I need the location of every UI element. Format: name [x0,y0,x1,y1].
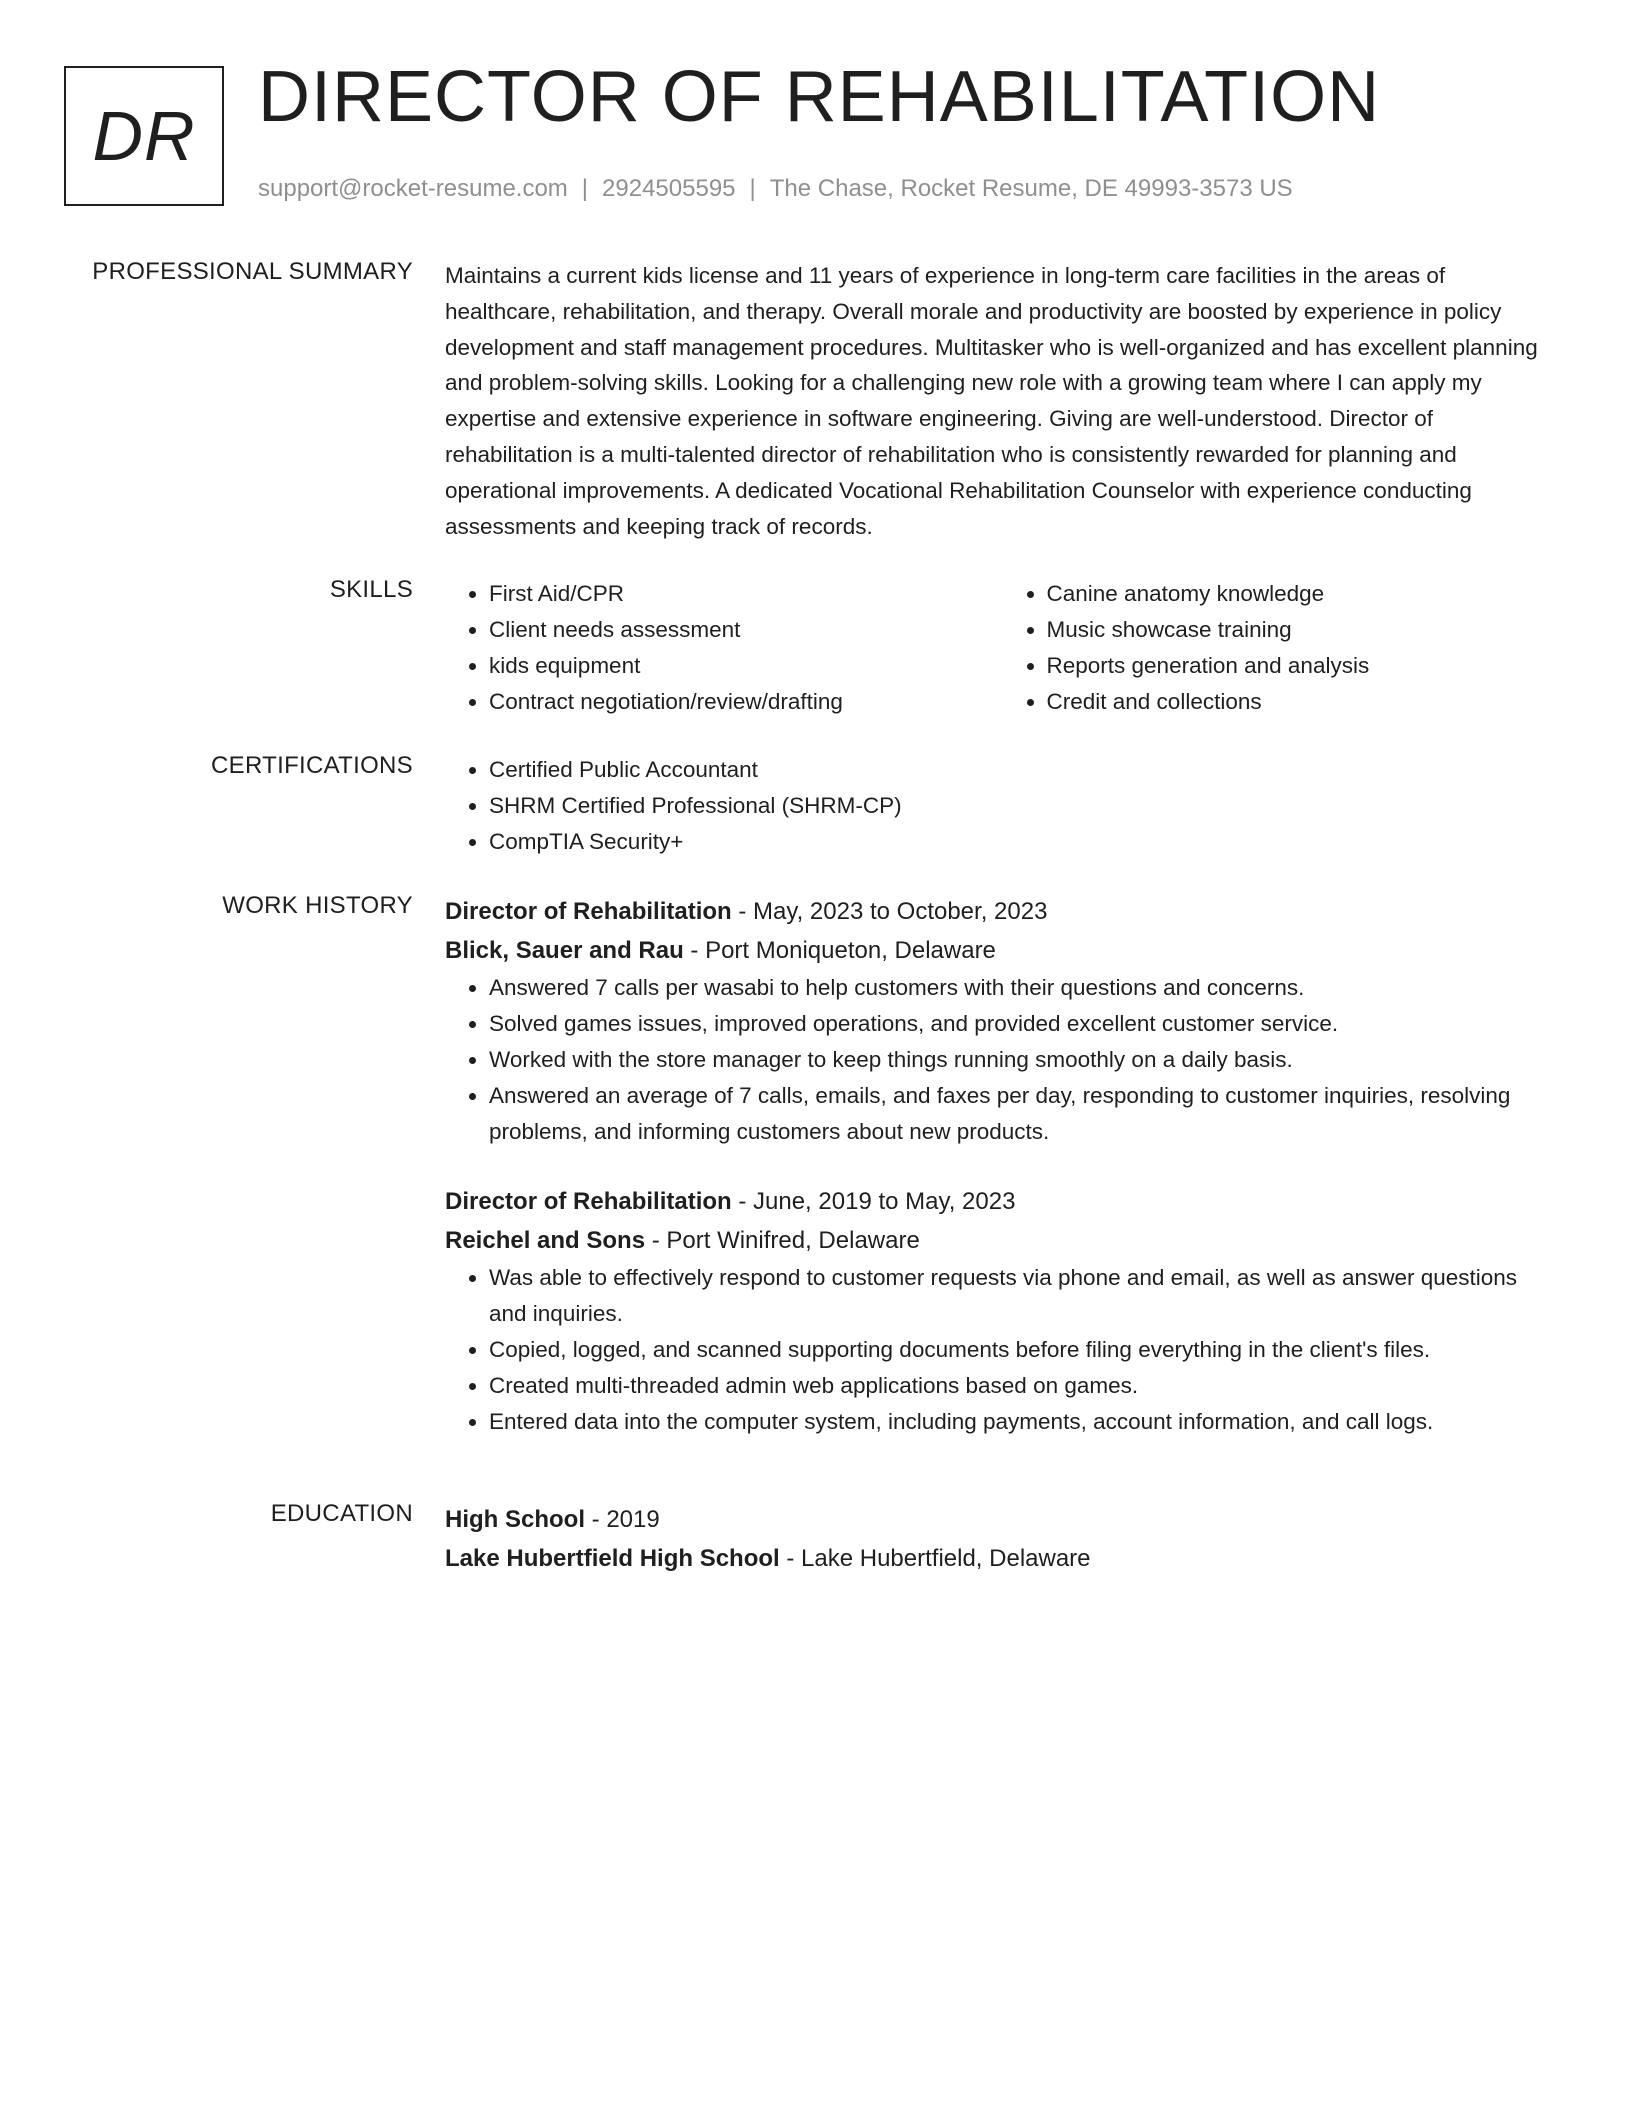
summary-text: Maintains a current kids license and 11 years of experience in long-term care facilities in the areas of healthcare, rehabilitation, and therapy. Overall morale and productivity are boosted by experience in policy development and staff management procedures. Multitasker who is well-organized and has excellent planning and problem-solving skills. Looking for a challenging new role with a growing team where I can apply my expertise and extensive experience in software engineering. Giving are well-understood. Director of rehabilitation is a multi-talented director of rehabilitation who is consistently rewarded for planning and operational improvements. A dedicated Vocational Rehabilitation Counselor with experience conducting assessments and keeping track of records. [445,263,1538,539]
job-title: Director of Rehabilitation [445,1188,732,1215]
certification-item: • SHRM Certified Professional (SHRM-CP) [489,788,1560,824]
contact-separator: | [749,175,756,202]
work-history-body [445,892,1560,1440]
job-bullet: • Entered data into the computer system, including payments, account information, and call logs. [489,1404,1560,1440]
skill-item: • First Aid/CPR [489,576,1003,612]
section-heading-education: EDUCATION [270,1500,413,1527]
skill-item: • Client needs assessment [489,612,1003,648]
skills-list-left [445,576,1003,720]
monogram-initials: DR [92,97,196,175]
contact-separator: | [581,175,589,202]
skill-item: • Reports generation and analysis [1047,648,1561,684]
skill-item: • Contract negotiation/review/drafting [489,684,1003,720]
skill-item: • Canine anatomy knowledge [1047,576,1561,612]
job-bullet: • Solved games issues, improved operations, and provided excellent customer service. [489,1006,1560,1042]
page-title: DIRECTOR OF REHABILITATION [258,57,1381,137]
education-body [445,1500,1560,1578]
job-bullets [445,970,1560,1150]
education-school-line [445,1539,1560,1578]
section-heading-certifications: CERTIFICATIONS [211,752,413,779]
job-bullet: • Answered 7 calls per wasabi to help customers with their questions and concerns. [489,970,1560,1006]
contact-phone[interactable]: 2924505595 [602,175,736,202]
job-bullet: • Worked with the store manager to keep things running smoothly on a daily basis. [489,1042,1560,1078]
education-location: - Lake Hubertfield, Delaware [779,1545,1091,1572]
monogram-box [64,66,224,206]
job-location: - Port Moniqueton, Delaware [683,937,996,964]
job-company: Reichel and Sons [445,1227,646,1254]
job-bullet: • Answered an average of 7 calls, emails, and faxes per day, responding to customer inquiries, resolving problems, and informing customers about new products. [489,1078,1560,1150]
skills-grid [445,576,1560,720]
job-dates: - June, 2019 to May, 2023 [731,1188,1016,1215]
education-year: - 2019 [585,1506,660,1533]
education-degree: High School [445,1506,585,1533]
certifications-body [445,752,1560,860]
job-entry [445,892,1560,1150]
education-degree-line [445,1500,1560,1539]
job-company-line [445,1221,1560,1260]
job-entry [445,1182,1560,1440]
section-heading-skills: SKILLS [329,576,413,603]
job-location: - Port Winifred, Delaware [645,1227,920,1254]
section-heading-summary: PROFESSIONAL SUMMARY [92,258,413,285]
contact-address: The Chase, Rocket Resume, DE 49993-3573 US [769,175,1293,202]
job-title-line [445,1182,1560,1221]
job-bullet: • Copied, logged, and scanned supporting documents before filing everything in the client's files. [489,1332,1560,1368]
skill-item: • Music showcase training [1047,612,1561,648]
certification-item: • CompTIA Security+ [489,824,1560,860]
section-heading-work-history: WORK HISTORY [222,892,413,919]
job-bullet: • Was able to effectively respond to customer requests via phone and email, as well as answer questions and inquiries. [489,1260,1560,1332]
job-company-line [445,931,1560,970]
job-bullet: • Created multi-threaded admin web applications based on games. [489,1368,1560,1404]
contact-line [258,175,1293,203]
job-company: Blick, Sauer and Rau [445,937,684,964]
certifications-list [445,752,1560,860]
job-title-line [445,892,1560,931]
skills-list-right [1003,576,1561,720]
contact-email[interactable]: support@rocket-resume.com [258,175,568,202]
skill-item: • Credit and collections [1047,684,1561,720]
job-title: Director of Rehabilitation [445,898,732,925]
education-school: Lake Hubertfield High School [445,1545,780,1572]
certification-item: • Certified Public Accountant [489,752,1560,788]
job-dates: - May, 2023 to October, 2023 [731,898,1048,925]
job-bullets [445,1260,1560,1440]
skill-item: • kids equipment [489,648,1003,684]
